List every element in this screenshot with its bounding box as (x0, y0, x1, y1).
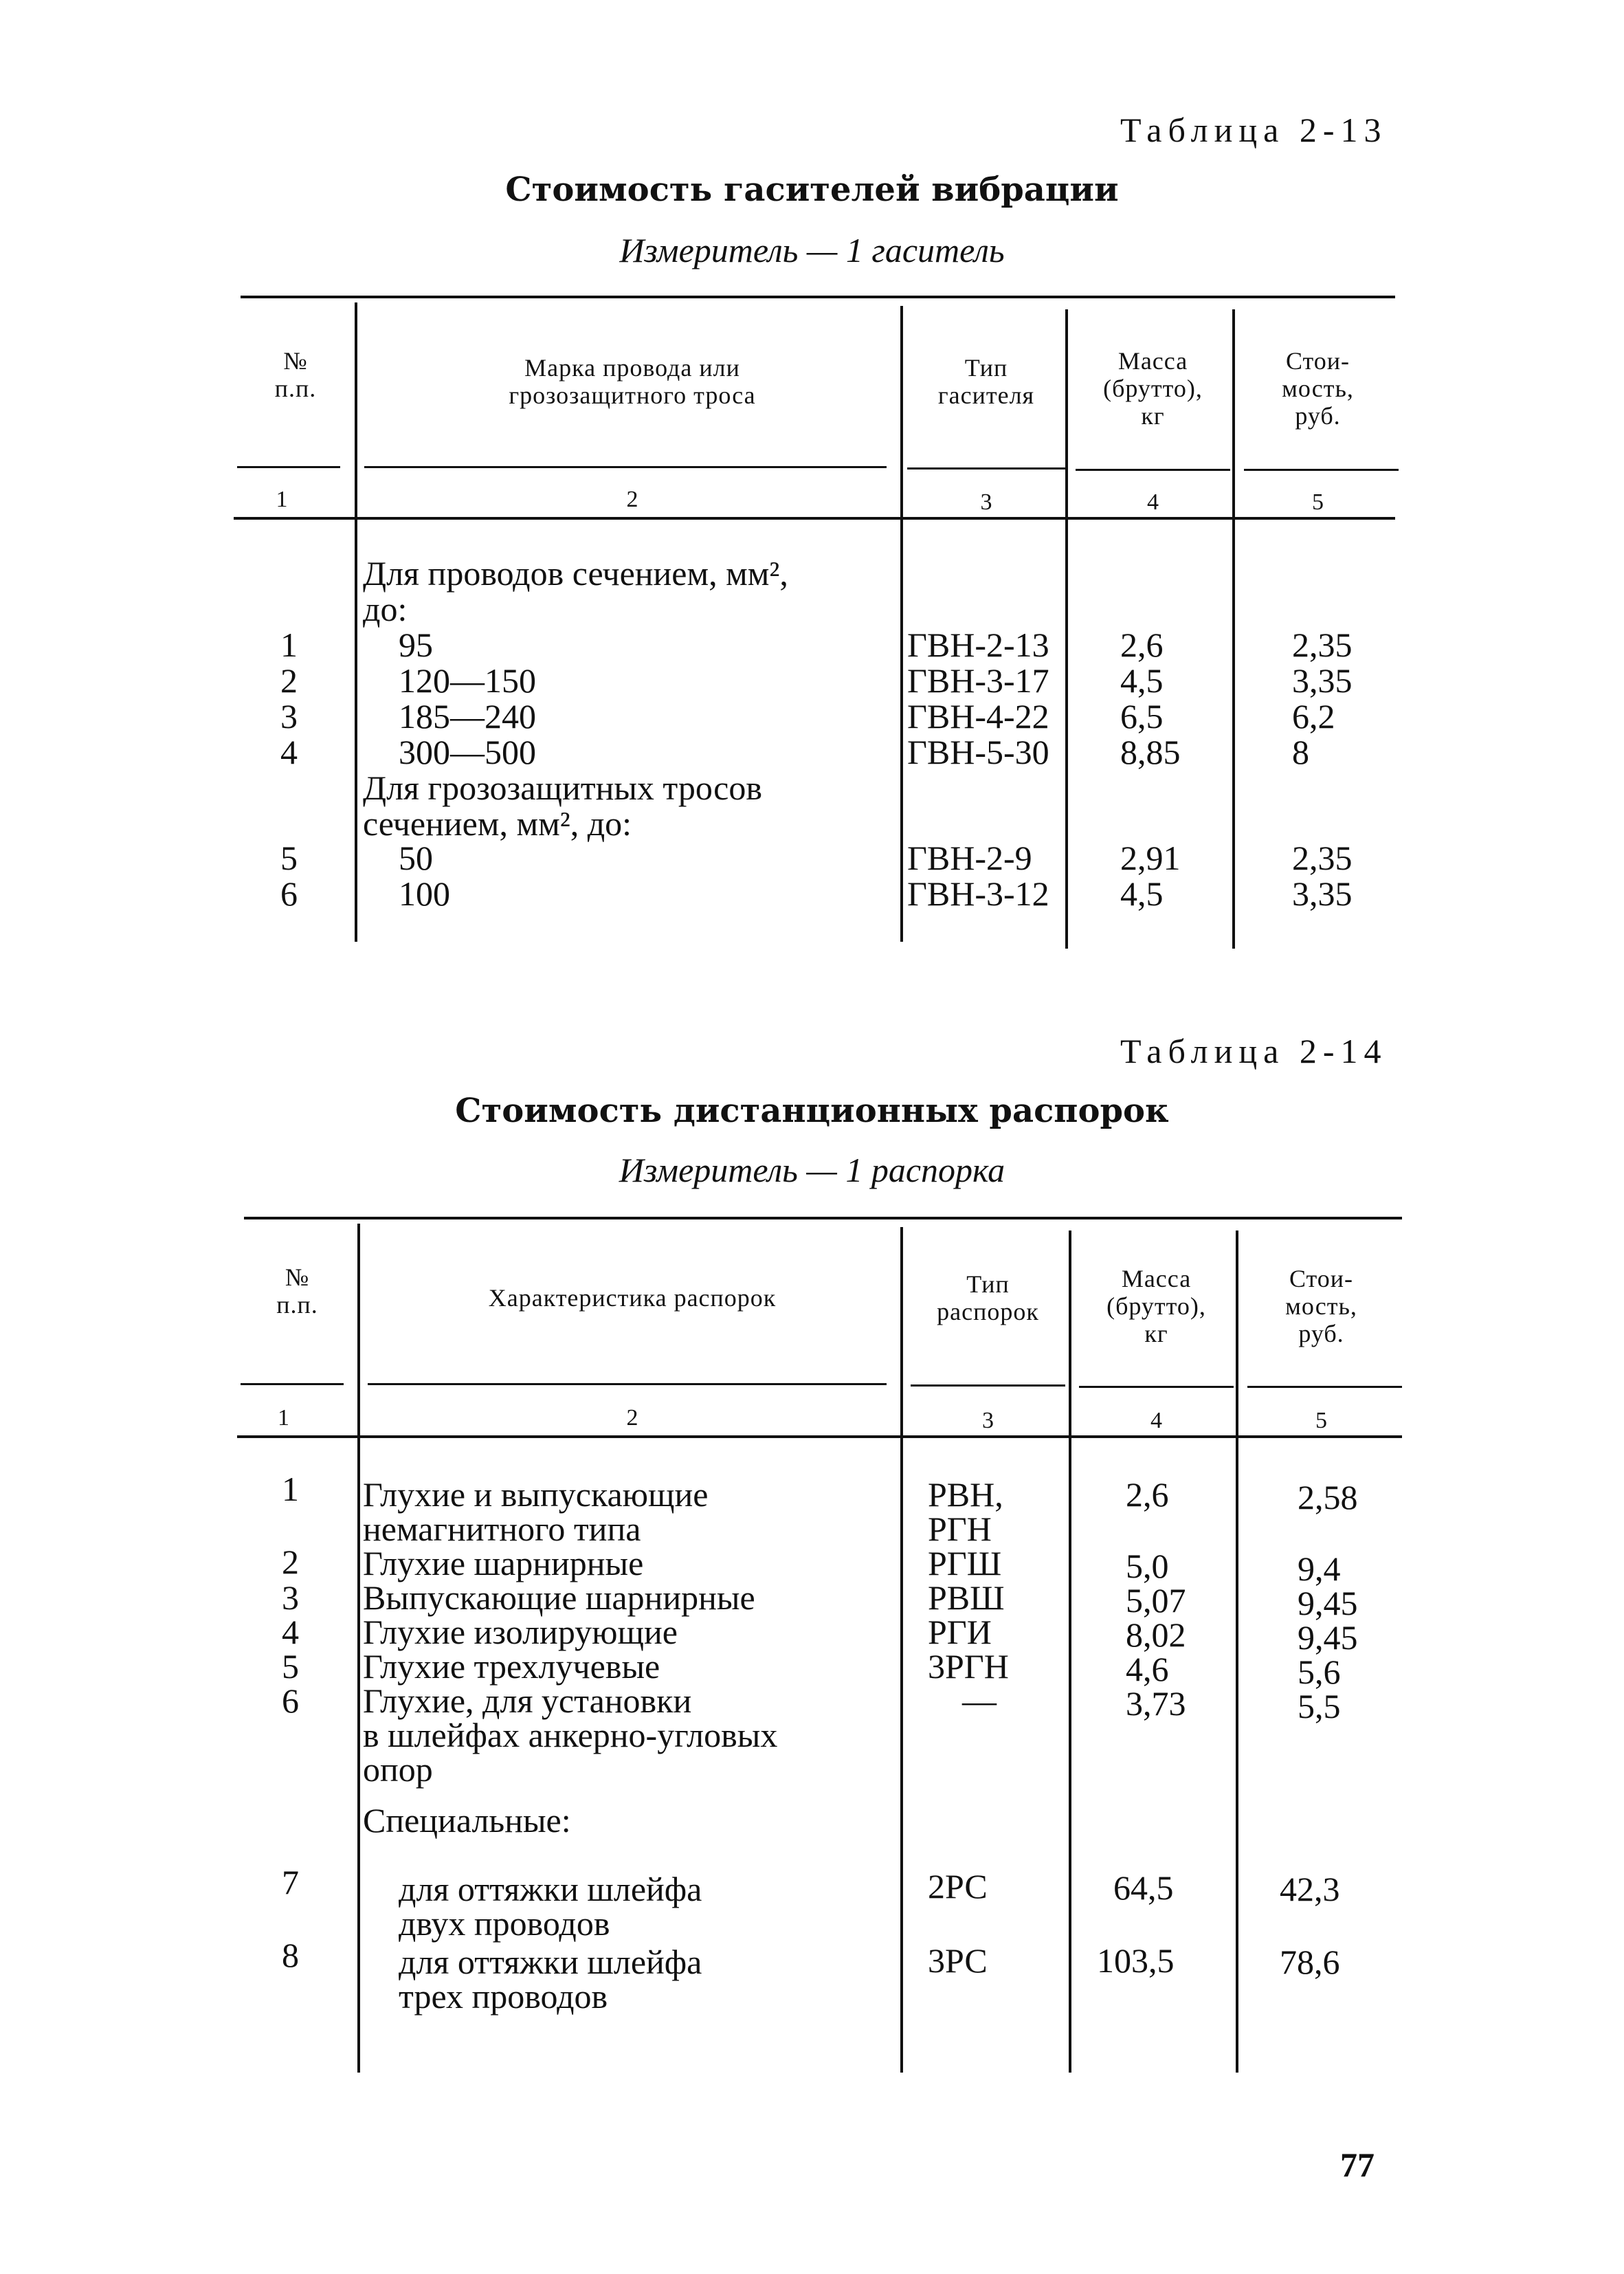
page-number: 77 (1340, 2145, 1375, 2184)
col-number: 1 (278, 1405, 289, 1431)
col-number: 4 (1150, 1408, 1162, 1433)
header-underline (907, 467, 1065, 470)
header-underline (1076, 469, 1230, 471)
header-underline (1244, 469, 1399, 471)
col-number: 1 (276, 487, 288, 512)
table-top-rule (241, 296, 1395, 298)
table-label: Таблица 2-13 (1120, 111, 1388, 149)
col-number: 4 (1147, 489, 1159, 515)
header-wire-mark: Марка провода или грозозащитного троса (509, 354, 756, 409)
header-underline (237, 466, 340, 468)
col-number: 3 (982, 1408, 994, 1433)
header-type: Тип гасителя (937, 354, 1035, 409)
group-heading: сечением, мм², до: (363, 804, 632, 843)
group-heading: Специальные: (363, 1801, 571, 1840)
header-no: № п.п. (276, 1263, 318, 1318)
table-unit: Измеритель — 1 распорка (619, 1151, 1005, 1189)
table-title: Стоимость дистанционных распорок (455, 1092, 1169, 1130)
table-unit: Измеритель — 1 гаситель (619, 231, 1005, 269)
column-divider (1065, 309, 1068, 949)
header-mass: Масса (брутто), кг (1103, 347, 1203, 430)
group-heading: до: (363, 590, 408, 628)
column-divider (355, 302, 357, 942)
header-cost: Стои- мость, руб. (1285, 1265, 1357, 1347)
header-underline (1247, 1386, 1402, 1388)
column-divider (1069, 1230, 1071, 2073)
group-heading: Для проводов сечением, мм², (363, 554, 788, 593)
header-cost: Стои- мость, руб. (1282, 347, 1354, 430)
header-type: Тип распорок (937, 1270, 1039, 1325)
column-divider (1236, 1230, 1238, 2073)
colnum-rule (237, 1435, 1402, 1438)
col-number: 5 (1312, 489, 1324, 515)
header-underline (241, 1383, 344, 1385)
group-heading: Для грозозащитных тросов (363, 769, 762, 807)
table-top-rule (244, 1217, 1402, 1219)
column-divider (357, 1224, 360, 2073)
table-title: Стоимость гасителей вибрации (505, 170, 1119, 209)
column-divider (900, 1227, 903, 2073)
header-characteristic: Характеристика распорок (488, 1284, 777, 1312)
table-label: Таблица 2-14 (1120, 1032, 1388, 1070)
header-mass: Масса (брутто), кг (1106, 1265, 1206, 1347)
header-underline (368, 1383, 887, 1385)
header-underline (1079, 1386, 1234, 1388)
document-page: Таблица 2-13 Стоимость гасителей вибрации Измеритель — 1 гаситель № п.п. Марка провода или грозозащитного троса Тип гасителя Масса (брутто), кг Стои- мость, руб. 1 2 3 4 5 Для проводов сечением, мм², до: 1 95 ГВН-2-13 2,6 2,35 2 120—150 ГВН-3-17 4,5 3,35 3 185—240 ГВН-4-22 6,5 6,2 4 300—500 ГВН-5-30 8,85 8 Для грозозащитных тросов сечением, мм², до: 5 50 ГВН-2-9 2,91 2,35 6 100 ГВН-3-12 4,5 3,35 Таблица 2-14 Стоимость дистанционных распорок Измеритель — 1 распорка № п.п. Характеристика распорок Тип распорок Масса (брутто), кг Стои- мость, руб. 1 2 3 4 5 1 Глухие и выпускающие немагнитного типа РВН, РГН 2,6 2,58 2 Глухие шарнирные РГШ 5,0 9,4 3 Выпускающие шарнирные РВШ 5,07 9,45 4 Глухие изолирующие РГИ 8,02 9,45 5 Глухие трехлучевые 3РГН 4,6 5,6 6 Глухие, для установки в шлейфах анкерно-угловых опор — 3,73 5,5 Специальные: 7 для оттяжки шлейфа двух проводов 2РС 64,5 42,3 8 для оттяжки шлейфа трех проводов 3РС 103,5 78,6 77 (0, 0, 1624, 2274)
column-divider (900, 306, 903, 942)
col-number: 3 (980, 489, 992, 515)
header-underline (364, 466, 887, 468)
header-underline (911, 1384, 1065, 1387)
col-number: 2 (626, 487, 638, 512)
col-number: 5 (1315, 1408, 1327, 1433)
colnum-rule (234, 517, 1395, 520)
header-no: № п.п. (274, 347, 317, 402)
col-number: 2 (626, 1405, 638, 1431)
